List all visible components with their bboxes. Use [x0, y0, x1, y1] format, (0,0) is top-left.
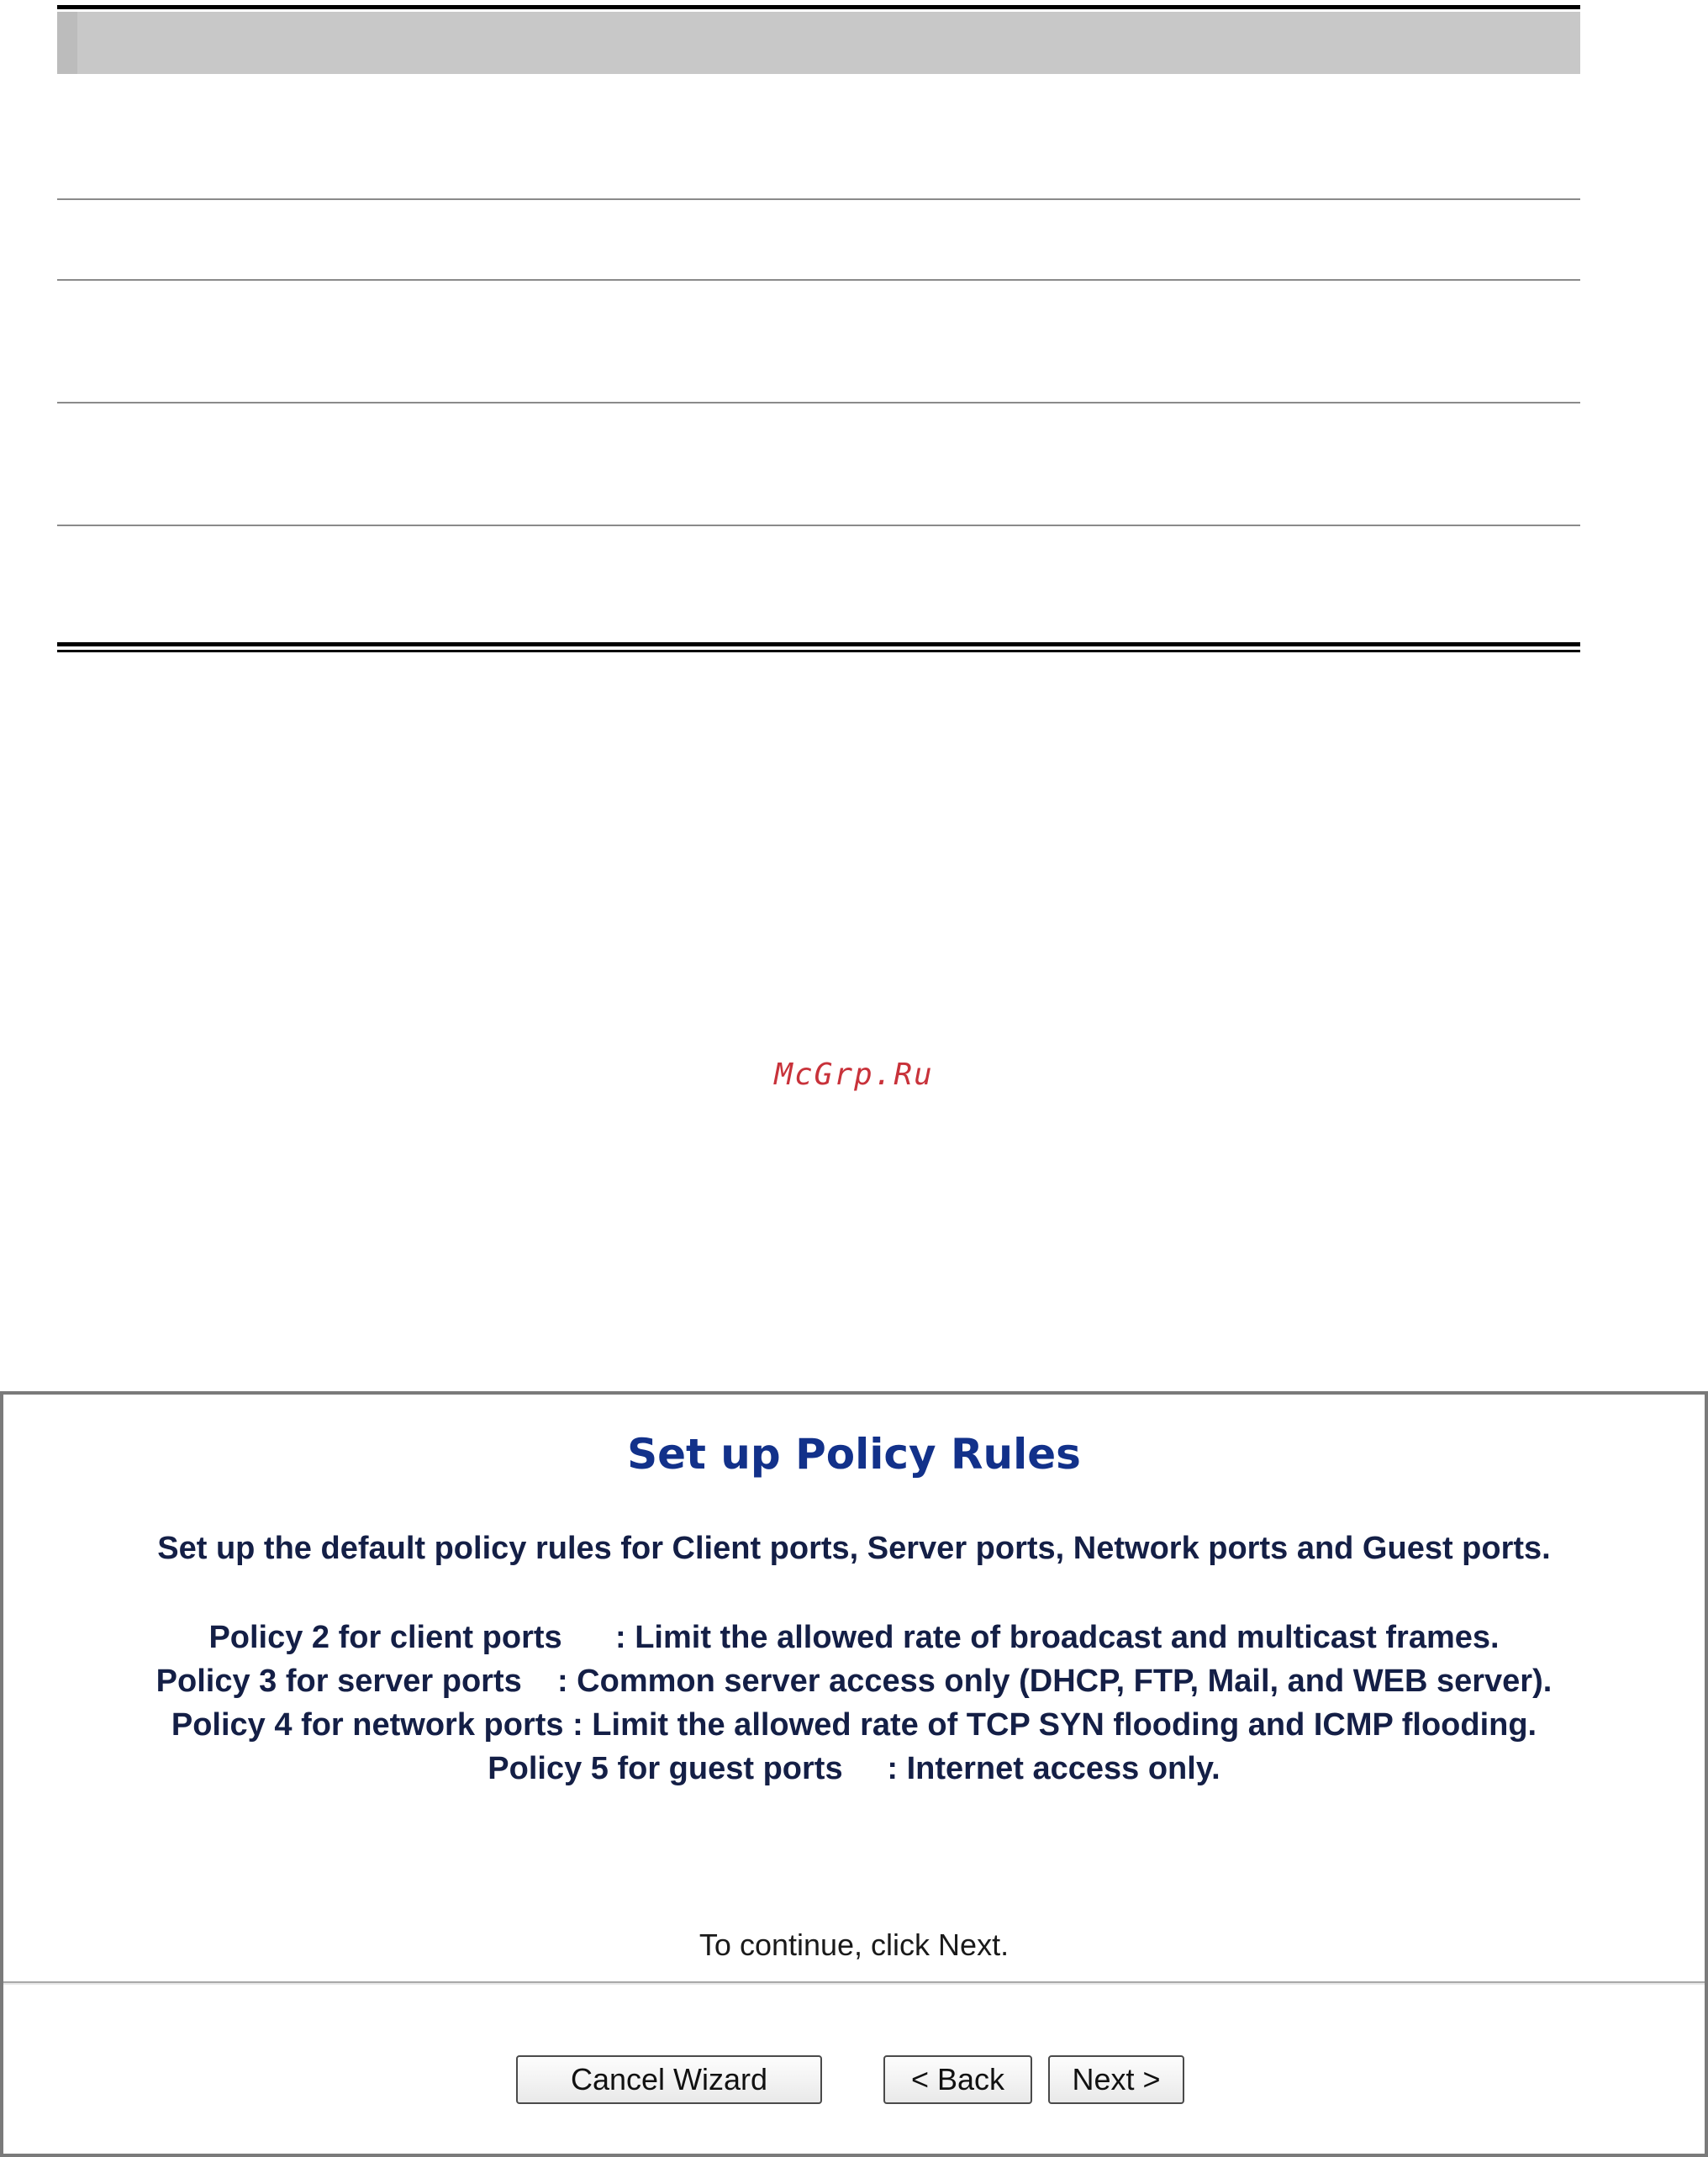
back-button[interactable]: < Back	[883, 2055, 1032, 2104]
button-bar-divider	[3, 1981, 1705, 1985]
policy-rules-wizard	[0, 1391, 1708, 2157]
table-row	[57, 403, 1580, 526]
table-header-row	[57, 12, 1580, 74]
table-row	[57, 74, 1580, 200]
manual-table	[57, 5, 1580, 654]
policy-line-network: Policy 4 for network ports : Limit the allowed rate of TCP SYN flooding and ICMP flooding.	[171, 1707, 1537, 1743]
next-button[interactable]: Next >	[1048, 2055, 1184, 2104]
table-top-rule	[57, 5, 1580, 9]
policy-line-client: Policy 2 for client ports : Limit the allowed rate of broadcast and multicast frames.	[208, 1620, 1500, 1655]
page-title: Set up Policy Rules	[627, 1430, 1081, 1479]
watermark-text: McGrp.Ru	[774, 1057, 934, 1092]
continue-instruction: To continue, click Next.	[698, 1928, 1010, 1962]
table-row	[57, 200, 1580, 281]
table-bottom-rule	[57, 650, 1580, 652]
policy-line-server: Policy 3 for server ports : Common server access only (DHCP, FTP, Mail, and WEB server).	[156, 1664, 1552, 1699]
wizard-intro-text: Set up the default policy rules for Client ports, Server ports, Network ports and Guest ports.	[157, 1531, 1551, 1566]
cancel-wizard-button[interactable]: Cancel Wizard	[516, 2055, 822, 2104]
policy-line-guest: Policy 5 for guest ports : Internet access only.	[488, 1751, 1220, 1786]
table-bottom-rule	[57, 642, 1580, 646]
table-row	[57, 281, 1580, 403]
